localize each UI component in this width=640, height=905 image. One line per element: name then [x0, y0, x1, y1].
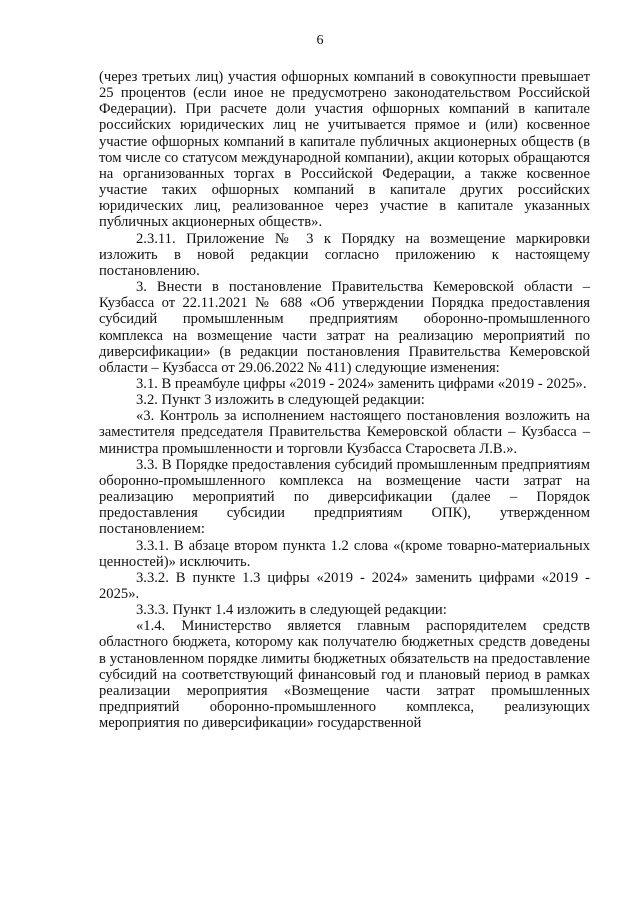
paragraph-3-2: 3.2. Пункт 3 изложить в следующей редакции:	[136, 392, 425, 409]
document-body	[99, 69, 590, 731]
page-number: 6	[316, 33, 324, 48]
paragraph-3-3-1: 3.3.1. В абзаце втором пункта 1.2 слова «(кроме товарно-материальных ценностей)» исключить.	[99, 537, 590, 570]
paragraph-quoted-item-1-4: «1.4. Министерство является главным распорядителем средств областного бюджета, которому как получателю бюджетных средств доведены в установленном порядке лимиты бюджетных обязательств на предоставление субсидий на соответствующий финансовый год и плановый период в рамках реализации мероприятия «Возмещение части затрат промышленных предприятий оборонно-промышленного комплекса, реализующих мероприятия по диверсификации» государственной	[99, 618, 590, 732]
paragraph-3-3-3: 3.3.3. Пункт 1.4 изложить в следующей редакции:	[136, 602, 447, 619]
paragraph-continuation: (через третьих лиц) участия офшорных компаний в совокупности превышает 25 процентов (если иное не предусмотрено законодательством Российской Федерации). При расчете доли участия офшорных компаний в капитале российских юридических лиц не учитывается прямое и (или) косвенное участие офшорных компаний в капитале публичных акционерных обществ (в том числе со статусом международной компании), акции которых обращаются на организованных торгах в Российской Федерации, а также косвенное участие таких офшорных компаний в капитале других российских юридических лиц, реализованное через участие в капитале указанных публичных акционерных обществ».	[99, 69, 590, 231]
paragraph-3-3-2: 3.3.2. В пункте 1.3 цифры «2019 - 2024» заменить цифрами «2019 - 2025».	[99, 569, 590, 602]
paragraph-2-3-11: 2.3.11. Приложение № 3 к Порядку на возмещение маркировки изложить в новой редакции согласно приложению к настоящему постановлению.	[99, 230, 590, 279]
paragraph-3: 3. Внести в постановление Правительства Кемеровской области – Кузбасса от 22.11.2021 № 688 «Об утверждении Порядка предоставления субсидий промышленным предприятиям оборонно-промышленного комплекса на возмещение части затрат на реализацию мероприятий по диверсификации» (в редакции постановления Правительства Кемеровской области – Кузбасса от 29.06.2022 № 411) следующие изменения:	[99, 279, 590, 376]
paragraph-quoted-item-3: «3. Контроль за исполнением настоящего постановления возложить на заместителя председателя Правительства Кемеровской области – Кузбасса – министра промышленности и торговли Кузбасса Старосвета Л.В.».	[99, 408, 590, 457]
paragraph-3-1: 3.1. В преамбуле цифры «2019 - 2024» заменить цифрами «2019 - 2025».	[136, 375, 587, 392]
paragraph-3-3: 3.3. В Порядке предоставления субсидий промышленным предприятиям оборонно-промышленного комплекса на возмещение части затрат на реализацию мероприятий по диверсификации (далее – Порядок предоставления субсидии предприятиям ОПК), утвержденном постановлением:	[99, 456, 590, 538]
